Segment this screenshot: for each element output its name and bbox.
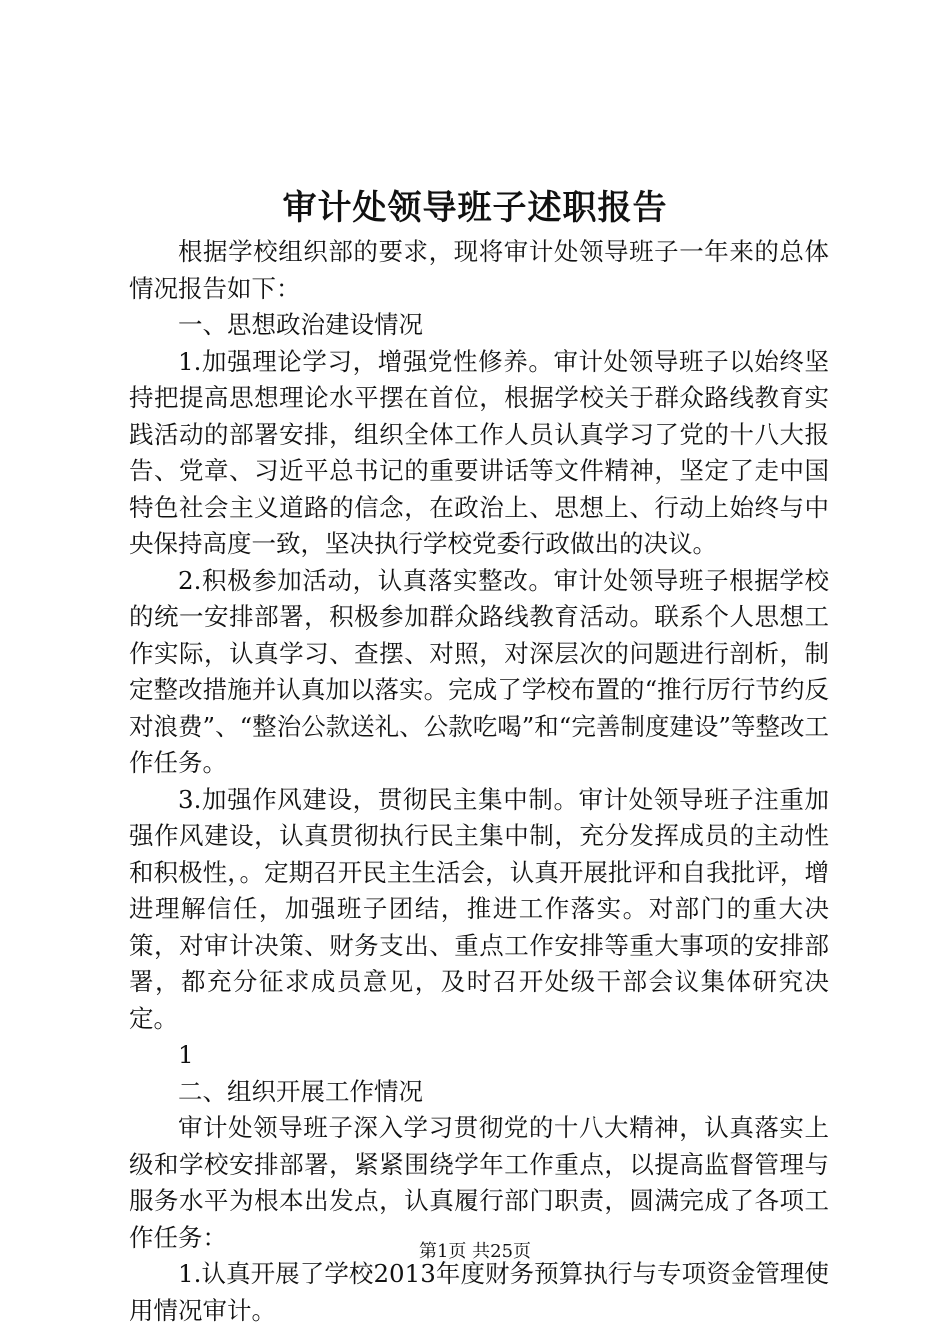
- section2-intro-paragraph: 审计处领导班子深入学习贯彻党的十八大精神，认真落实上级和学校安排部署，紧紧围绕学年工作重点，以提高监督管理与服务水平为根本出发点，认真履行部门职责，圆满完成了各项工作任务：: [129, 1113, 829, 1252]
- section-heading-1: 一、思想政治建设情况: [178, 310, 423, 339]
- intro-paragraph: 根据学校组织部的要求，现将审计处领导班子一年来的总体情况报告如下：: [129, 237, 829, 303]
- document-body: [129, 234, 829, 1329]
- page-footer: 第1页 共25页: [418, 1241, 532, 1262]
- section1-paragraph-3: 3.加强作风建设，贯彻民主集中制。审计处领导班子注重加强作风建设，认真贯彻执行民主集中制，充分发挥成员的主动性和积极性，。定期召开民主生活会，认真开展批评和自我批评，增进理解信任，加强班子团结，推进工作落实。对部门的重大决策，对审计决策、财务支出、重点工作安排等重大事项的安排部署，都充分征求成员意见，及时召开处级干部会议集体研究决定。: [129, 784, 829, 1033]
- section1-paragraph-2: 2.积极参加活动，认真落实整改。审计处领导班子根据学校的统一安排部署，积极参加群众路线教育活动。联系个人思想工作实际，认真学习、查摆、对照，对深层次的问题进行剖析，制定整改措施并认真加以落实。完成了学校布置的“推行厉行节约反对浪费”、“整治公款送礼、公款吃喝”和“完善制度建设”等整改工作任务。: [129, 565, 829, 777]
- section1-paragraph-1: 1.加强理论学习，增强党性修养。审计处领导班子以始终坚持把提高思想理论水平摆在首位，根据学校关于群众路线教育实践活动的部署安排，组织全体工作人员认真学习了党的十八大报告、党章、习近平总书记的重要讲话等文件精神，坚定了走中国特色社会主义道路的信念，在政治上、思想上、行动上始终与中央保持高度一致，坚决执行学校党委行政做出的决议。: [129, 346, 829, 558]
- document-title: 审计处领导班子述职报告: [282, 188, 668, 228]
- inline-page-marker: 1: [178, 1040, 194, 1069]
- section2-paragraph-1: 1.认真开展了学校2013年度财务预算执行与专项资金管理使用情况审计。: [129, 1259, 829, 1325]
- section-heading-2: 二、组织开展工作情况: [178, 1076, 423, 1106]
